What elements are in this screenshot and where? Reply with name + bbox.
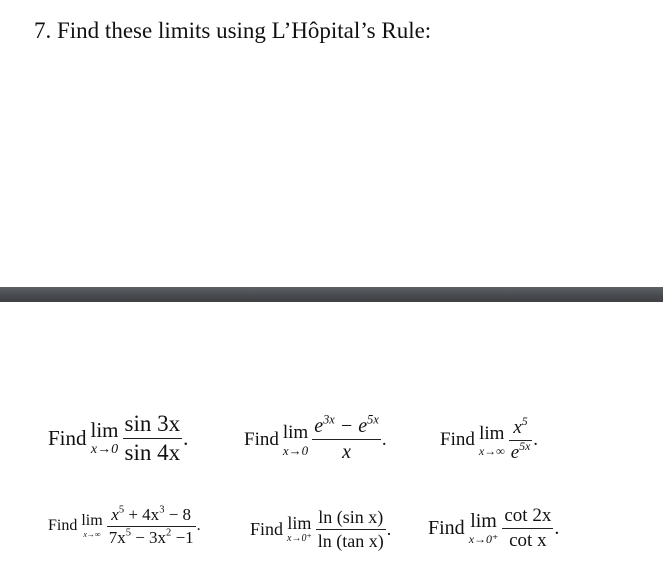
denominator-exp-a: 5 <box>125 527 131 539</box>
numerator-exp2: 5x <box>367 412 379 427</box>
numerator <box>511 414 529 438</box>
numerator <box>109 506 193 524</box>
lim-word: lim <box>479 422 505 444</box>
limit-operator <box>283 423 308 457</box>
denominator <box>107 529 196 547</box>
fraction-bar <box>316 529 386 530</box>
lim-subscript: x→0 <box>90 442 119 458</box>
denominator-base: e <box>510 441 520 463</box>
denominator-term-c: −1 <box>171 527 194 547</box>
find-label: Find <box>428 516 465 539</box>
denominator-exp-b: 2 <box>166 527 172 539</box>
numerator-term-c: − 8 <box>164 505 192 524</box>
problem-3 <box>440 414 539 463</box>
find-label: Find <box>244 428 279 450</box>
fraction <box>509 414 533 463</box>
period: . <box>381 428 387 450</box>
period: . <box>183 426 189 451</box>
fraction-bar <box>123 438 183 439</box>
numerator <box>312 412 381 437</box>
page-title: 7. Find these limits using L’Hôpital’s Rule: <box>34 18 432 43</box>
period: . <box>554 516 560 539</box>
limit-operator <box>81 513 102 539</box>
denominator: x <box>342 441 351 463</box>
limit-operator <box>91 420 119 457</box>
numerator-base: x <box>513 417 522 438</box>
period: . <box>196 517 201 535</box>
lim-subscript: x→0⁺ <box>287 533 312 545</box>
problem-4 <box>48 506 201 547</box>
lim-subscript: x→∞ <box>478 443 505 458</box>
lim-word: lim <box>90 418 119 443</box>
find-label: Find <box>250 518 284 539</box>
fraction <box>312 412 381 463</box>
fraction <box>316 508 386 551</box>
lim-word: lim <box>81 512 103 530</box>
limit-operator <box>287 514 312 544</box>
problem-6 <box>428 506 559 551</box>
problem-1 <box>48 412 188 465</box>
lim-subscript: x→0 <box>282 442 309 458</box>
lim-word: lim <box>282 421 309 443</box>
numerator-term-b: + 4x <box>124 505 160 524</box>
lim-word: lim <box>470 510 497 533</box>
denominator <box>509 439 533 463</box>
problem-2 <box>244 412 387 463</box>
lim-subscript: x→∞ <box>83 530 101 540</box>
numerator: cot 2x <box>504 505 552 526</box>
page-divider <box>0 287 663 302</box>
problem-5 <box>250 508 391 551</box>
numerator-exp-b: 3 <box>159 504 165 516</box>
denominator-term-a: 7x <box>108 527 126 547</box>
fraction-bar <box>502 528 553 529</box>
fraction <box>502 506 553 551</box>
denominator: cot x <box>509 529 547 551</box>
period: . <box>533 429 539 451</box>
fraction-bar <box>312 439 381 440</box>
numerator: ln (sin x) <box>318 507 384 527</box>
find-label: Find <box>48 517 78 535</box>
numerator-x: x <box>111 505 119 524</box>
limit-operator <box>469 511 499 545</box>
denominator: ln (tan x) <box>317 530 384 551</box>
period: . <box>386 518 392 539</box>
numerator: sin 3x <box>124 411 181 436</box>
numerator-exp-a: 5 <box>118 504 125 516</box>
fraction-bar <box>107 526 196 527</box>
numerator-minus-e: − e <box>334 415 368 437</box>
find-label: Find <box>48 426 87 451</box>
lim-word: lim <box>287 513 312 534</box>
numerator-e1: e <box>314 415 324 437</box>
denominator: sin 4x <box>124 440 181 466</box>
fraction <box>107 506 196 547</box>
find-label: Find <box>440 429 475 451</box>
numerator-exp1: 3x <box>323 412 335 427</box>
limit-operator <box>479 424 505 457</box>
lim-subscript: x→0⁺ <box>468 532 499 547</box>
denominator-term-b: − 3x <box>130 527 167 547</box>
denominator-exp: 5x <box>519 439 531 453</box>
fraction <box>123 412 183 465</box>
numerator-exp: 5 <box>521 414 528 428</box>
